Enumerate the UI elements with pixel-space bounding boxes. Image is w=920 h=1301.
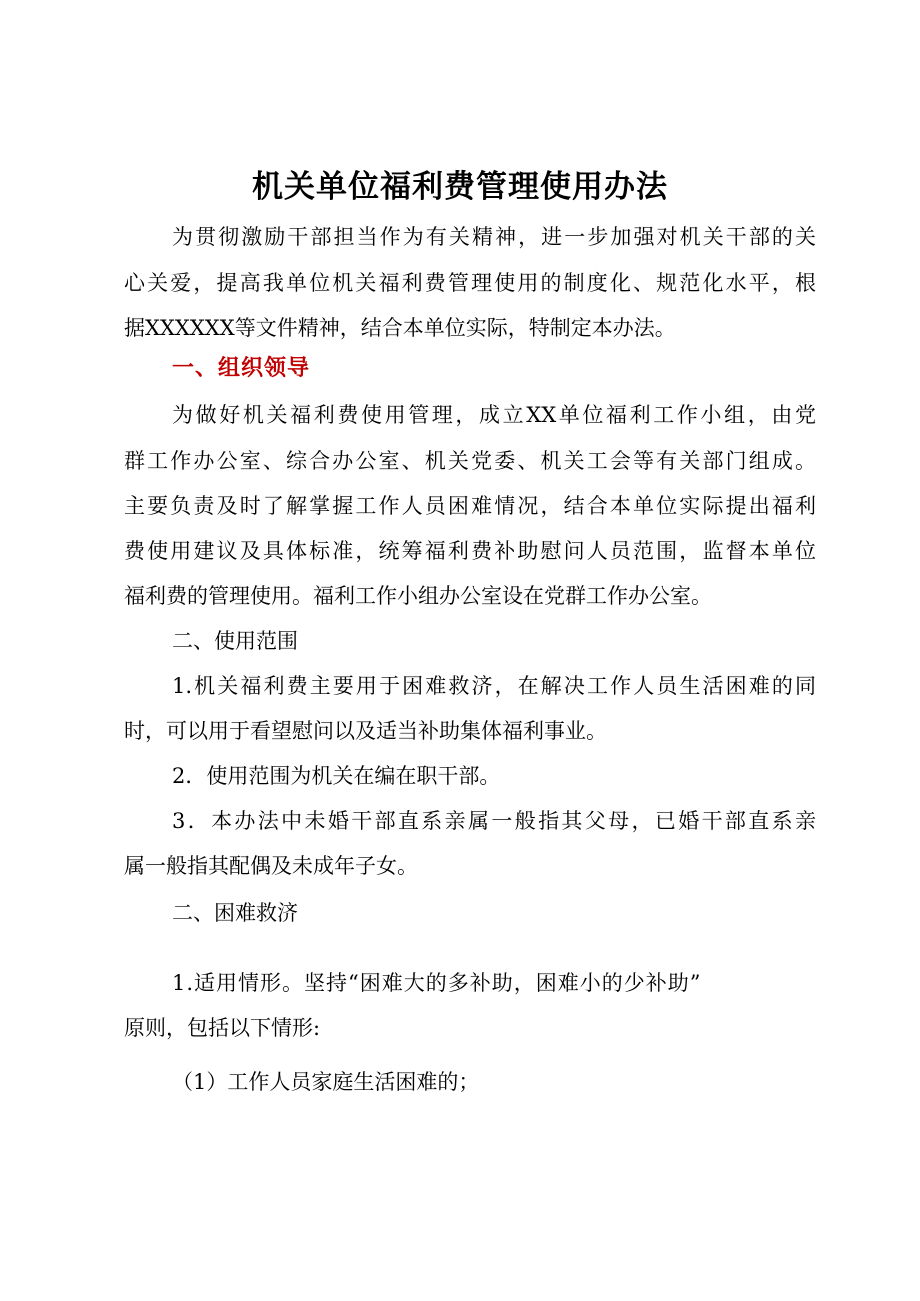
- relief-item1-line-1: 1.适用情形。坚持“困难大的多补助，困难小的少补助”: [172, 971, 702, 995]
- relief-item1-line-2: 原则，包括以下情形:: [124, 1016, 321, 1040]
- relief-sub-item-1: （1）工作人员家庭生活困难的；: [172, 1070, 480, 1094]
- section-heading-hardship-relief: 二、困难救济: [172, 901, 298, 925]
- intro-line-2: 心关爱，提高我单位机关福利费管理使用的制度化、规范化水平，根: [124, 271, 816, 295]
- intro-line-3: 据XXXXXX等文件精神，结合本单位实际，特制定本办法。: [124, 316, 676, 340]
- section1-line-1: 为做好机关福利费使用管理，成立XX单位福利工作小组，由党: [172, 403, 816, 427]
- scope-item3-line-1: 3．本办法中未婚干部直系亲属一般指其父母，已婚干部直系亲: [172, 809, 816, 833]
- section1-line-3: 主要负责及时了解掌握工作人员困难情况，结合本单位实际提出福利: [124, 494, 816, 518]
- section-heading-scope: 二、使用范围: [172, 629, 298, 653]
- section1-line-4: 费使用建议及具体标准，统筹福利费补助慰问人员范围，监督本单位: [124, 539, 816, 563]
- document-title: 机关单位福利费管理使用办法: [252, 169, 668, 205]
- scope-item2: 2．使用范围为机关在编在职干部。: [172, 764, 501, 788]
- intro-line-1: 为贯彻激励干部担当作为有关精神，进一步加强对机关干部的关: [172, 225, 816, 249]
- scope-item3-line-2: 属一般指其配偶及未成年子女。: [124, 854, 418, 878]
- scope-item1-line-1: 1.机关福利费主要用于困难救济，在解决工作人员生活困难的同: [172, 674, 816, 698]
- section1-line-2: 群工作办公室、综合办公室、机关党委、机关工会等有关部门组成。: [124, 449, 816, 473]
- scope-item1-line-2: 时，可以用于看望慰问以及适当补助集体福利事业。: [124, 719, 607, 743]
- section1-line-5: 福利费的管理使用。福利工作小组办公室设在党群工作办公室。: [124, 584, 712, 608]
- section-heading-organization: 一、组织领导: [172, 356, 311, 381]
